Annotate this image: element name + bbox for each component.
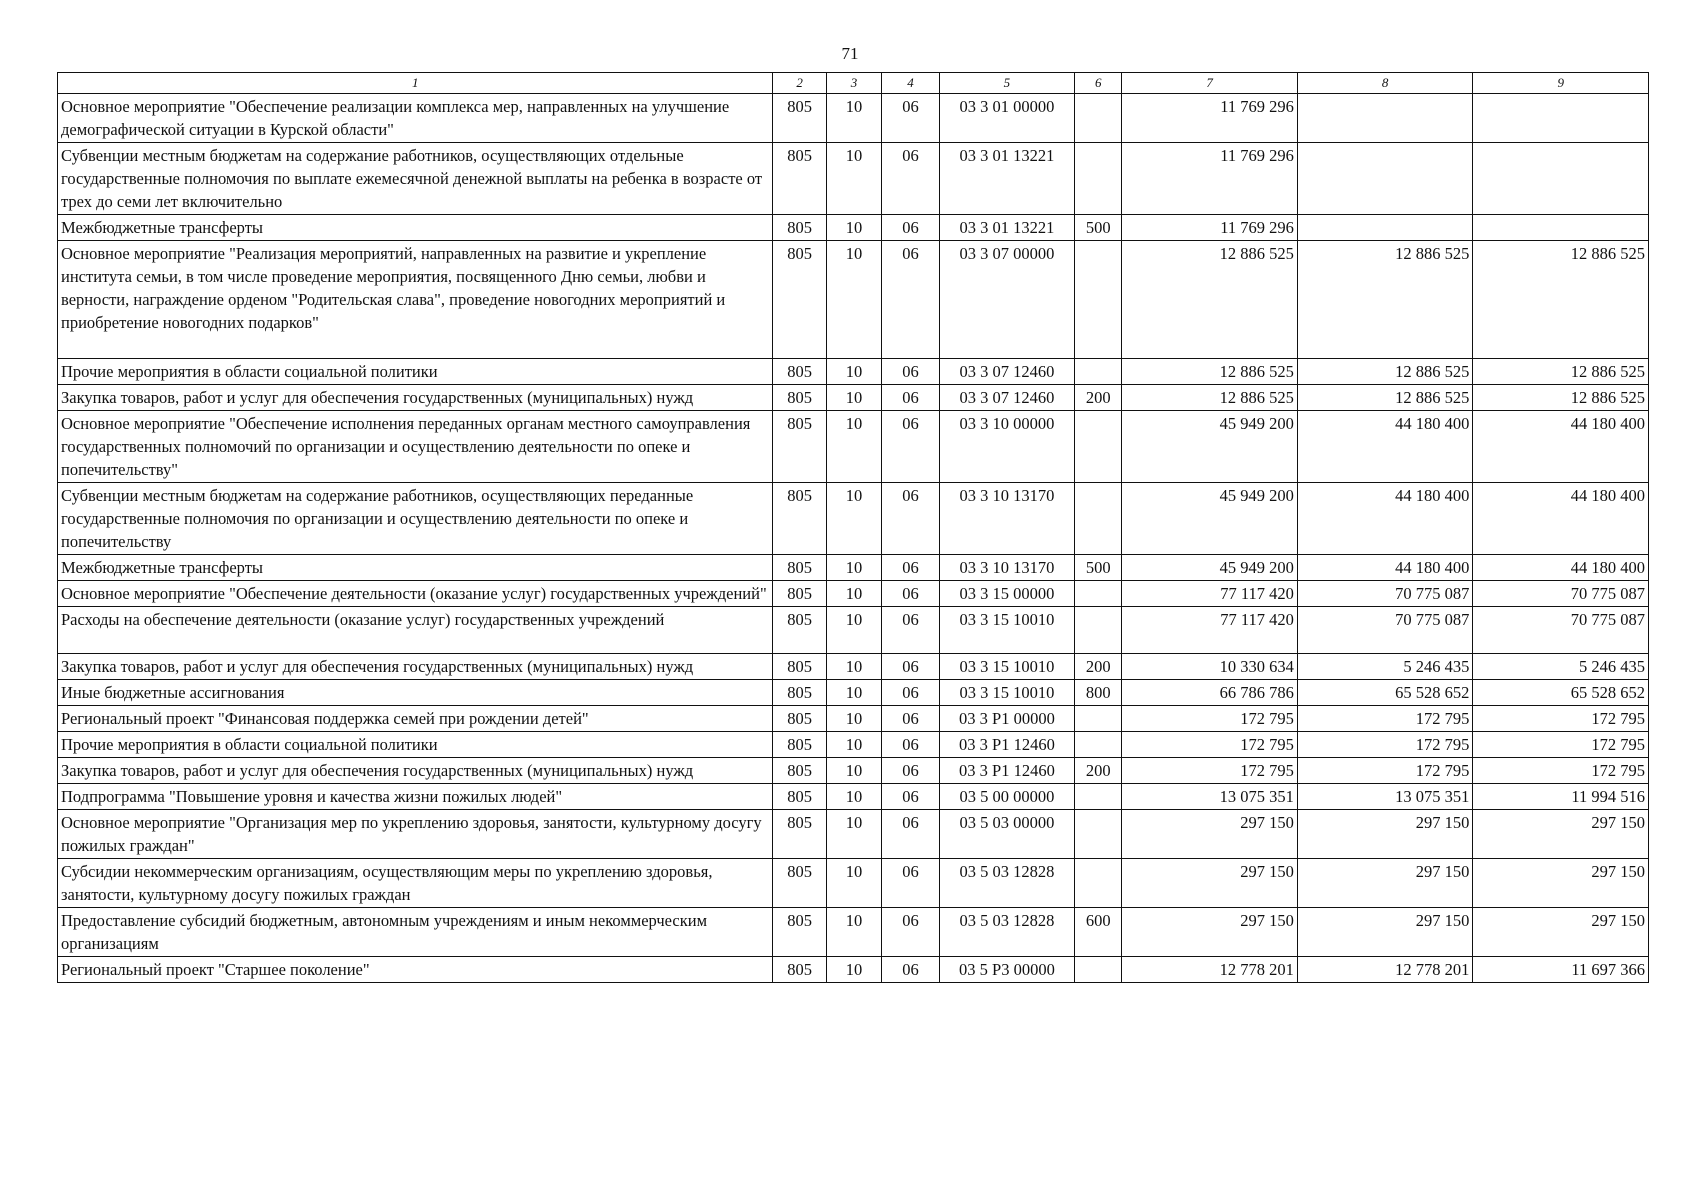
amount-col8-cell: 44 180 400 [1297, 483, 1473, 555]
amount-col7-cell: 45 949 200 [1122, 483, 1298, 555]
amount-col8-cell: 12 778 201 [1297, 957, 1473, 983]
col4-cell: 06 [882, 784, 939, 810]
amount-col9-cell: 172 795 [1473, 706, 1649, 732]
target-code-cell: 03 3 P1 00000 [939, 706, 1074, 732]
col2-cell: 805 [773, 859, 826, 908]
target-code-cell: 03 5 03 00000 [939, 810, 1074, 859]
target-code-cell: 03 3 P1 12460 [939, 758, 1074, 784]
column-header-6: 6 [1075, 73, 1122, 94]
amount-col8-cell: 172 795 [1297, 706, 1473, 732]
expense-type-cell: 200 [1075, 758, 1122, 784]
col3-cell: 10 [826, 680, 881, 706]
amount-col8-cell: 70 775 087 [1297, 581, 1473, 607]
col2-cell: 805 [773, 810, 826, 859]
table-row [58, 607, 1649, 654]
expense-type-cell [1075, 859, 1122, 908]
expense-type-cell: 200 [1075, 654, 1122, 680]
col3-cell: 10 [826, 859, 881, 908]
table-row [58, 810, 1649, 859]
amount-col8-cell: 172 795 [1297, 758, 1473, 784]
col4-cell: 06 [882, 732, 939, 758]
amount-col8-cell: 44 180 400 [1297, 555, 1473, 581]
row-name-cell: Субвенции местным бюджетам на содержание работников, осуществляющих отдельные государственные полномочия по выплате ежемесячной денежной выплаты на ребенка в возрасте от трех до семи лет включительно [58, 143, 773, 215]
target-code-cell: 03 3 15 10010 [939, 654, 1074, 680]
row-name-cell: Закупка товаров, работ и услуг для обеспечения государственных (муниципальных) нужд [58, 758, 773, 784]
expense-type-cell [1075, 411, 1122, 483]
col3-cell: 10 [826, 758, 881, 784]
amount-col9-cell: 172 795 [1473, 732, 1649, 758]
col3-cell: 10 [826, 581, 881, 607]
amount-col8-cell: 297 150 [1297, 859, 1473, 908]
row-name-cell: Прочие мероприятия в области социальной политики [58, 359, 773, 385]
row-name-cell: Региональный проект "Финансовая поддержка семей при рождении детей" [58, 706, 773, 732]
row-name-cell: Закупка товаров, работ и услуг для обеспечения государственных (муниципальных) нужд [58, 654, 773, 680]
row-name-cell: Основное мероприятие "Обеспечение исполнения переданных органам местного самоуправления государственных полномочий по организации и осуществлению деятельности по опеке и попечительству" [58, 411, 773, 483]
table-row [58, 758, 1649, 784]
col3-cell: 10 [826, 784, 881, 810]
row-name-cell: Основное мероприятие "Организация мер по укреплению здоровья, занятости, культурному досугу пожилых граждан" [58, 810, 773, 859]
target-code-cell: 03 3 10 13170 [939, 483, 1074, 555]
amount-col8-cell: 44 180 400 [1297, 411, 1473, 483]
expense-type-cell: 800 [1075, 680, 1122, 706]
amount-col9-cell: 5 246 435 [1473, 654, 1649, 680]
col3-cell: 10 [826, 607, 881, 654]
col2-cell: 805 [773, 359, 826, 385]
row-name-cell: Основное мероприятие "Обеспечение реализации комплекса мер, направленных на улучшение демографической ситуации в Курской области" [58, 94, 773, 143]
amount-col9-cell: 12 886 525 [1473, 359, 1649, 385]
amount-col7-cell: 297 150 [1122, 810, 1298, 859]
amount-col7-cell: 12 886 525 [1122, 385, 1298, 411]
col4-cell: 06 [882, 94, 939, 143]
row-name-cell: Межбюджетные трансферты [58, 555, 773, 581]
target-code-cell: 03 5 P3 00000 [939, 957, 1074, 983]
amount-col9-cell: 44 180 400 [1473, 555, 1649, 581]
col3-cell: 10 [826, 957, 881, 983]
col2-cell: 805 [773, 706, 826, 732]
target-code-cell: 03 3 07 12460 [939, 359, 1074, 385]
amount-col7-cell: 77 117 420 [1122, 581, 1298, 607]
table-row [58, 555, 1649, 581]
expense-type-cell [1075, 784, 1122, 810]
amount-col9-cell: 297 150 [1473, 810, 1649, 859]
amount-col8-cell: 12 886 525 [1297, 359, 1473, 385]
expense-type-cell [1075, 241, 1122, 359]
col2-cell: 805 [773, 143, 826, 215]
expense-type-cell: 200 [1075, 385, 1122, 411]
col4-cell: 06 [882, 654, 939, 680]
col2-cell: 805 [773, 732, 826, 758]
col3-cell: 10 [826, 385, 881, 411]
amount-col9-cell [1473, 94, 1649, 143]
table-row [58, 385, 1649, 411]
col3-cell: 10 [826, 732, 881, 758]
col2-cell: 805 [773, 555, 826, 581]
target-code-cell: 03 5 00 00000 [939, 784, 1074, 810]
col2-cell: 805 [773, 241, 826, 359]
column-header-3: 3 [826, 73, 881, 94]
amount-col7-cell: 10 330 634 [1122, 654, 1298, 680]
amount-col9-cell: 44 180 400 [1473, 483, 1649, 555]
col4-cell: 06 [882, 908, 939, 957]
amount-col7-cell: 297 150 [1122, 859, 1298, 908]
col2-cell: 805 [773, 680, 826, 706]
column-header-2: 2 [773, 73, 826, 94]
col4-cell: 06 [882, 359, 939, 385]
col2-cell: 805 [773, 215, 826, 241]
col4-cell: 06 [882, 581, 939, 607]
col4-cell: 06 [882, 859, 939, 908]
table-row [58, 143, 1649, 215]
col4-cell: 06 [882, 411, 939, 483]
col4-cell: 06 [882, 143, 939, 215]
expense-type-cell [1075, 957, 1122, 983]
table-row [58, 706, 1649, 732]
table-row [58, 654, 1649, 680]
col4-cell: 06 [882, 385, 939, 411]
row-name-cell: Иные бюджетные ассигнования [58, 680, 773, 706]
expense-type-cell: 500 [1075, 555, 1122, 581]
col4-cell: 06 [882, 241, 939, 359]
column-header-4: 4 [882, 73, 939, 94]
table-row [58, 581, 1649, 607]
col3-cell: 10 [826, 411, 881, 483]
col4-cell: 06 [882, 483, 939, 555]
amount-col8-cell: 65 528 652 [1297, 680, 1473, 706]
table-body [58, 94, 1649, 983]
amount-col9-cell: 297 150 [1473, 908, 1649, 957]
expense-type-cell [1075, 581, 1122, 607]
amount-col7-cell: 172 795 [1122, 732, 1298, 758]
target-code-cell: 03 3 01 00000 [939, 94, 1074, 143]
amount-col7-cell: 12 886 525 [1122, 359, 1298, 385]
col4-cell: 06 [882, 555, 939, 581]
amount-col8-cell: 297 150 [1297, 810, 1473, 859]
amount-col8-cell: 12 886 525 [1297, 385, 1473, 411]
amount-col9-cell: 297 150 [1473, 859, 1649, 908]
col2-cell: 805 [773, 385, 826, 411]
target-code-cell: 03 5 03 12828 [939, 908, 1074, 957]
amount-col8-cell: 297 150 [1297, 908, 1473, 957]
expense-type-cell [1075, 607, 1122, 654]
target-code-cell: 03 3 P1 12460 [939, 732, 1074, 758]
row-name-cell: Основное мероприятие "Реализация мероприятий, направленных на развитие и укрепление института семьи, в том числе проведение мероприятия, посвященного Дню семьи, любви и верности, награждение орденом "Родительская слава", проведение новогодних мероприятий и приобретение новогодних подарков" [58, 241, 773, 359]
amount-col9-cell: 70 775 087 [1473, 607, 1649, 654]
column-header-8: 8 [1297, 73, 1473, 94]
row-name-cell: Межбюджетные трансферты [58, 215, 773, 241]
amount-col9-cell: 172 795 [1473, 758, 1649, 784]
col2-cell: 805 [773, 581, 826, 607]
amount-col8-cell: 70 775 087 [1297, 607, 1473, 654]
amount-col8-cell [1297, 215, 1473, 241]
target-code-cell: 03 3 01 13221 [939, 215, 1074, 241]
col3-cell: 10 [826, 359, 881, 385]
amount-col7-cell: 12 778 201 [1122, 957, 1298, 983]
target-code-cell: 03 3 01 13221 [939, 143, 1074, 215]
table-row [58, 908, 1649, 957]
amount-col9-cell: 11 697 366 [1473, 957, 1649, 983]
col4-cell: 06 [882, 607, 939, 654]
amount-col8-cell [1297, 94, 1473, 143]
col3-cell: 10 [826, 94, 881, 143]
col4-cell: 06 [882, 680, 939, 706]
target-code-cell: 03 3 07 00000 [939, 241, 1074, 359]
row-name-cell: Закупка товаров, работ и услуг для обеспечения государственных (муниципальных) нужд [58, 385, 773, 411]
col4-cell: 06 [882, 215, 939, 241]
col3-cell: 10 [826, 555, 881, 581]
row-name-cell: Субвенции местным бюджетам на содержание работников, осуществляющих переданные государственные полномочия по организации и осуществлению деятельности по опеке и попечительству [58, 483, 773, 555]
table-row [58, 241, 1649, 359]
amount-col9-cell: 12 886 525 [1473, 241, 1649, 359]
col3-cell: 10 [826, 483, 881, 555]
col2-cell: 805 [773, 483, 826, 555]
row-name-cell: Субсидии некоммерческим организациям, осуществляющим меры по укреплению здоровья, занятости, культурному досугу пожилых граждан [58, 859, 773, 908]
target-code-cell: 03 3 10 00000 [939, 411, 1074, 483]
amount-col7-cell: 172 795 [1122, 706, 1298, 732]
amount-col8-cell: 13 075 351 [1297, 784, 1473, 810]
expense-type-cell [1075, 810, 1122, 859]
amount-col7-cell: 11 769 296 [1122, 94, 1298, 143]
table-row [58, 215, 1649, 241]
table-row [58, 359, 1649, 385]
expense-type-cell [1075, 143, 1122, 215]
amount-col7-cell: 13 075 351 [1122, 784, 1298, 810]
amount-col8-cell: 5 246 435 [1297, 654, 1473, 680]
amount-col7-cell: 172 795 [1122, 758, 1298, 784]
col4-cell: 06 [882, 758, 939, 784]
target-code-cell: 03 3 15 10010 [939, 680, 1074, 706]
col2-cell: 805 [773, 784, 826, 810]
expense-type-cell [1075, 94, 1122, 143]
table-row [58, 680, 1649, 706]
table-row [58, 859, 1649, 908]
col3-cell: 10 [826, 908, 881, 957]
col2-cell: 805 [773, 758, 826, 784]
expense-type-cell [1075, 483, 1122, 555]
row-name-cell: Прочие мероприятия в области социальной политики [58, 732, 773, 758]
amount-col7-cell: 11 769 296 [1122, 215, 1298, 241]
col3-cell: 10 [826, 215, 881, 241]
table-row [58, 957, 1649, 983]
col4-cell: 06 [882, 957, 939, 983]
col2-cell: 805 [773, 607, 826, 654]
amount-col9-cell [1473, 143, 1649, 215]
amount-col7-cell: 66 786 786 [1122, 680, 1298, 706]
expense-type-cell: 600 [1075, 908, 1122, 957]
col2-cell: 805 [773, 654, 826, 680]
expense-type-cell [1075, 706, 1122, 732]
expense-type-cell: 500 [1075, 215, 1122, 241]
table-row [58, 483, 1649, 555]
header-row [58, 73, 1649, 94]
page-number: 71 [841, 44, 859, 63]
target-code-cell: 03 5 03 12828 [939, 859, 1074, 908]
amount-col7-cell: 12 886 525 [1122, 241, 1298, 359]
target-code-cell: 03 3 07 12460 [939, 385, 1074, 411]
col2-cell: 805 [773, 908, 826, 957]
amount-col7-cell: 297 150 [1122, 908, 1298, 957]
col2-cell: 805 [773, 957, 826, 983]
amount-col7-cell: 77 117 420 [1122, 607, 1298, 654]
row-name-cell: Расходы на обеспечение деятельности (оказание услуг) государственных учреждений [58, 607, 773, 654]
amount-col7-cell: 11 769 296 [1122, 143, 1298, 215]
amount-col9-cell [1473, 215, 1649, 241]
col3-cell: 10 [826, 654, 881, 680]
amount-col7-cell: 45 949 200 [1122, 555, 1298, 581]
row-name-cell: Региональный проект "Старшее поколение" [58, 957, 773, 983]
amount-col9-cell: 12 886 525 [1473, 385, 1649, 411]
target-code-cell: 03 3 15 10010 [939, 607, 1074, 654]
column-header-7: 7 [1122, 73, 1298, 94]
amount-col7-cell: 45 949 200 [1122, 411, 1298, 483]
col2-cell: 805 [773, 411, 826, 483]
column-header-1: 1 [58, 73, 773, 94]
row-name-cell: Основное мероприятие "Обеспечение деятельности (оказание услуг) государственных учреждений" [58, 581, 773, 607]
target-code-cell: 03 3 10 13170 [939, 555, 1074, 581]
row-name-cell: Предоставление субсидий бюджетным, автономным учреждениям и иным некоммерческим организациям [58, 908, 773, 957]
expense-type-cell [1075, 359, 1122, 385]
amount-col9-cell: 11 994 516 [1473, 784, 1649, 810]
amount-col9-cell: 65 528 652 [1473, 680, 1649, 706]
col3-cell: 10 [826, 143, 881, 215]
col3-cell: 10 [826, 241, 881, 359]
col3-cell: 10 [826, 706, 881, 732]
column-header-9: 9 [1473, 73, 1649, 94]
row-name-cell: Подпрограмма "Повышение уровня и качества жизни пожилых людей" [58, 784, 773, 810]
amount-col8-cell: 12 886 525 [1297, 241, 1473, 359]
table-row [58, 784, 1649, 810]
target-code-cell: 03 3 15 00000 [939, 581, 1074, 607]
col4-cell: 06 [882, 706, 939, 732]
amount-col8-cell: 172 795 [1297, 732, 1473, 758]
expense-type-cell [1075, 732, 1122, 758]
amount-col9-cell: 70 775 087 [1473, 581, 1649, 607]
column-header-5: 5 [939, 73, 1074, 94]
amount-col9-cell: 44 180 400 [1473, 411, 1649, 483]
col4-cell: 06 [882, 810, 939, 859]
budget-table [57, 72, 1649, 983]
table-row [58, 94, 1649, 143]
col3-cell: 10 [826, 810, 881, 859]
table-row [58, 411, 1649, 483]
table-row [58, 732, 1649, 758]
col2-cell: 805 [773, 94, 826, 143]
amount-col8-cell [1297, 143, 1473, 215]
